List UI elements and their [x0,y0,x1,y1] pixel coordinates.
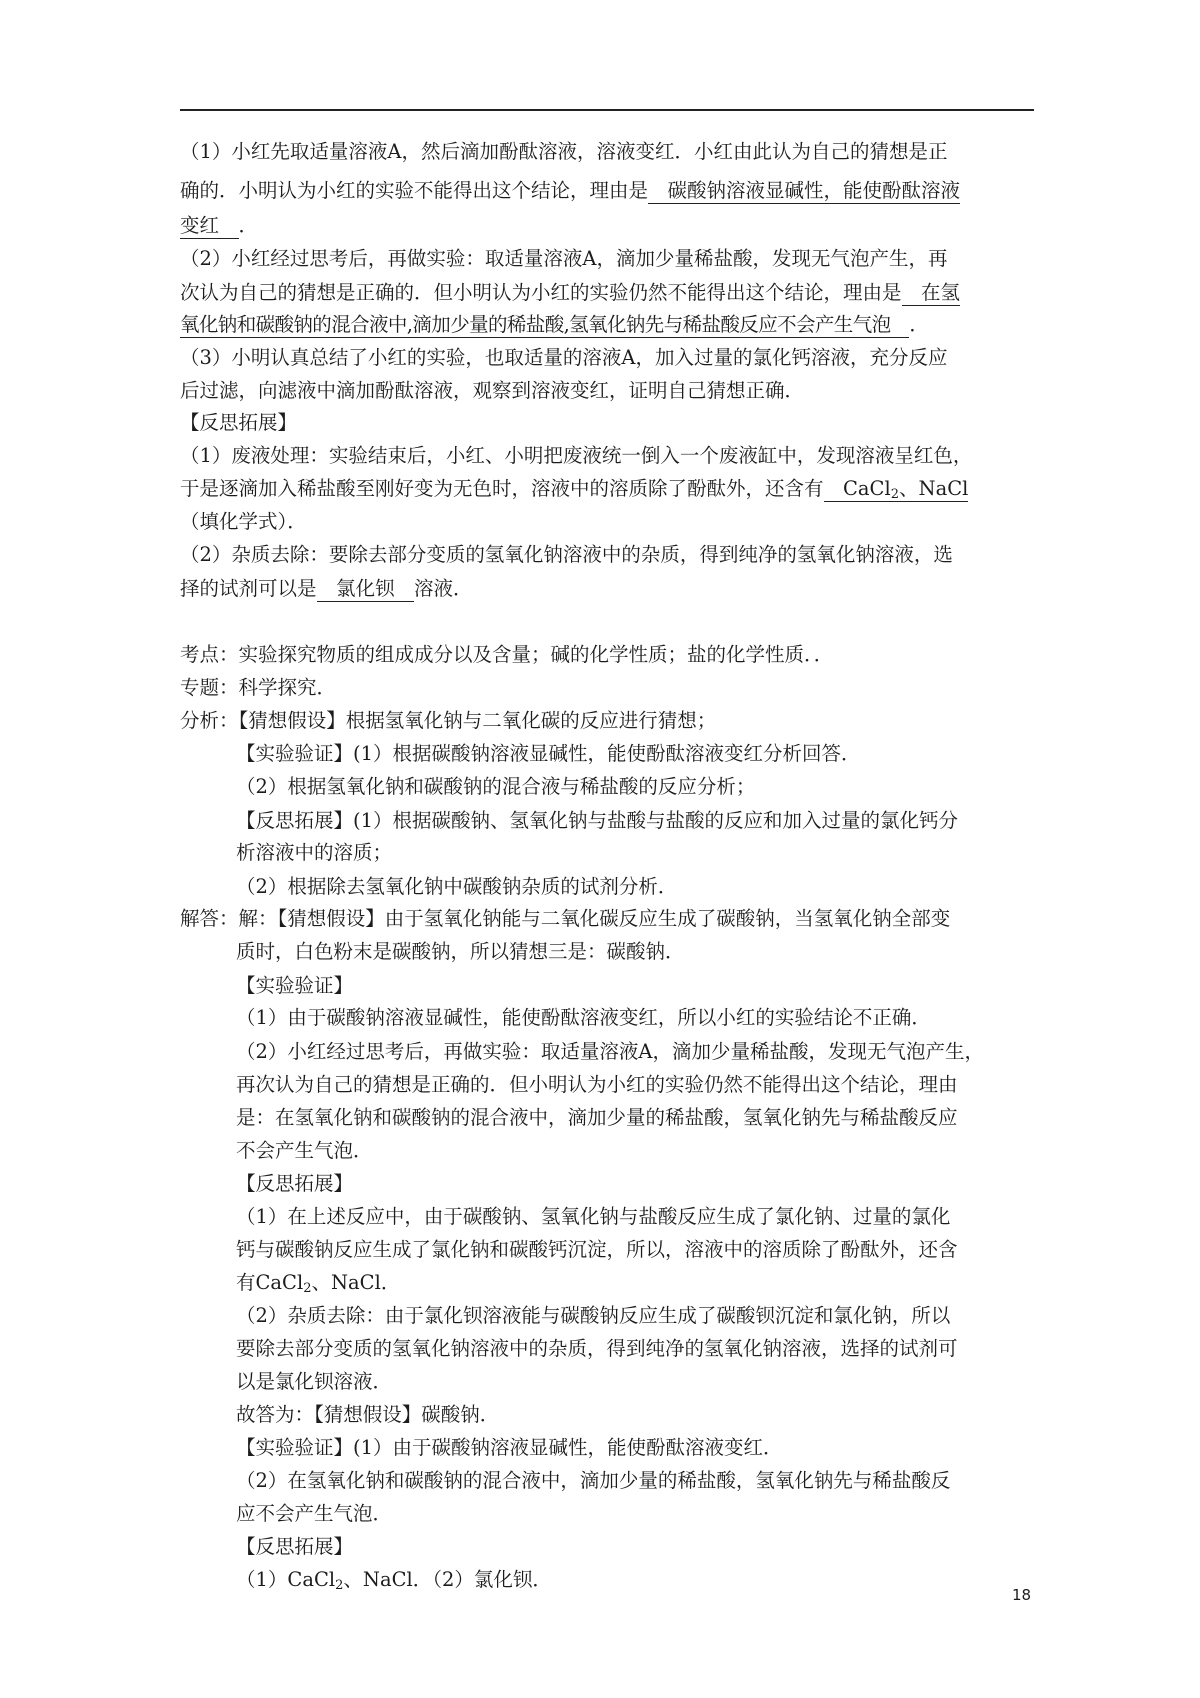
reflect-2-line-1: （2）杂质去除：要除去部分变质的氢氧化钠溶液中的杂质，得到纯净的氢氧化钠溶液，选 [180,543,953,566]
solution-line-17: 【实验验证】(1）由于碳酸钠溶液显碱性，能使酚酞溶液变红． [236,1436,783,1459]
analysis-line-3: （2）根据氢氧化钠和碳酸钠的混合液与稀盐酸的反应分析； [236,775,756,798]
question-1-line-1: （1）小红先取适量溶液A，然后滴加酚酞溶液，溶液变红．小红由此认为自己的猜想是正 [180,140,948,163]
solution-line-1: 解答：解：【猜想假设】由于氢氧化钠能与二氧化碳反应生成了碳酸钠，当氢氧化钠全部变 [180,907,951,930]
page-number: 18 [1012,1586,1032,1604]
section-heading-reflect: 【反思拓展】 [180,411,298,434]
answer-blank-1b: 变红 [180,214,239,237]
analysis-line-1: 分析：【猜想假设】根据氢氧化钠与二氧化碳的反应进行猜想； [180,709,717,732]
question-1-line-2: 确的．小明认为小红的实验不能得出这个结论，理由是 碳酸钠溶液显碱性，能使酚酞溶液 [180,179,961,202]
solution-line-10: （1）在上述反应中，由于碳酸钠、氢氧化钠与盐酸反应生成了氯化钠、过量的氯化 [236,1205,951,1228]
solution-line-16: 故答为：【猜想假设】碳酸钠． [236,1403,500,1426]
answer-blank-2b: 氧化钠和碳酸钠的混合液中,滴加少量的稀盐酸,氢氧化钠先与稀盐酸反应不会产生气泡 [180,313,910,336]
question-2-line-1: （2）小红经过思考后，再做实验：取适量溶液A，滴加少量稀盐酸，发现无气泡产生，再 [180,247,948,270]
solution-line-20: 【反思拓展】 [236,1535,354,1558]
solution-line-8: 不会产生气泡． [236,1139,373,1162]
header-rule [180,109,1034,111]
solution-line-6: 再次认为自己的猜想是正确的．但小明认为小红的实验仍然不能得出这个结论，理由 [236,1073,958,1096]
solution-line-12: 有CaCl$_2$、NaCl． [236,1271,401,1296]
answer-blank-3: CaCl$_2$、NaCl [823,477,969,502]
solution-line-11: 钙与碳酸钠反应生成了氯化钠和碳酸钙沉淀，所以，溶液中的溶质除了酚酞外，还含 [236,1238,958,1261]
solution-line-21: （1）CaCl$_2$、NaCl．（2）氯化钡． [236,1568,552,1593]
solution-line-5: （2）小红经过思考后，再做实验：取适量溶液A，滴加少量稀盐酸，发现无气泡产生， [236,1040,984,1063]
analysis-line-6: （2）根据除去氢氧化钠中碳酸钠杂质的试剂分析． [236,875,678,898]
question-1-line-3: 变红 ． [180,214,259,237]
zhuanti-line: 专题：科学探究． [180,676,337,699]
analysis-line-4: 【反思拓展】(1）根据碳酸钠、氢氧化钠与盐酸与盐酸的反应和加入过量的氯化钙分 [236,809,959,832]
answer-blank-2a: 在氢 [901,281,961,304]
solution-line-2: 质时，白色粉末是碳酸钠，所以猜想三是：碳酸钠． [236,940,685,963]
analysis-line-2: 【实验验证】(1）根据碳酸钠溶液显碱性，能使酚酞溶液变红分析回答． [236,742,861,765]
reflect-2-line-2: 择的试剂可以是 氯化钡 溶液． [180,577,473,600]
kaodian-line: 考点：实验探究物质的组成成分以及含量；碱的化学性质；盐的化学性质．． [180,643,834,666]
question-2-line-3: 氧化钠和碳酸钠的混合液中,滴加少量的稀盐酸,氢氧化钠先与稀盐酸反应不会产生气泡 ． [180,313,929,336]
solution-line-13: （2）杂质去除：由于氯化钡溶液能与碳酸钠反应生成了碳酸钡沉淀和氯化钠，所以 [236,1304,951,1327]
answer-blank-1a: 碳酸钠溶液显碱性，能使酚酞溶液 [648,179,961,202]
analysis-line-5: 析溶液中的溶质； [236,841,393,864]
answer-blank-4: 氯化钡 [316,577,415,600]
question-3-line-2: 后过滤，向滤液中滴加酚酞溶液，观察到溶液变红，证明自己猜想正确． [180,379,805,402]
solution-line-9: 【反思拓展】 [236,1172,354,1195]
solution-line-14: 要除去部分变质的氢氧化钠溶液中的杂质，得到纯净的氢氧化钠溶液，选择的试剂可 [236,1337,958,1360]
reflect-1-line-3: （填化学式）． [180,510,307,533]
solution-line-3: 【实验验证】 [236,974,354,997]
reflect-1-line-1: （1）废液处理：实验结束后，小红、小明把废液统一倒入一个废液缸中，发现溶液呈红色， [180,444,973,467]
solution-line-19: 应不会产生气泡． [236,1502,393,1525]
question-2-line-2: 次认为自己的猜想是正确的．但小明认为小红的实验仍然不能得出这个结论，理由是 在氢 [180,281,961,304]
reflect-1-line-2: 于是逐滴加入稀盐酸至刚好变为无色时，溶液中的溶质除了酚酞外，还含有 CaCl$_2$、NaCl [180,477,969,502]
solution-line-15: 以是氯化钡溶液． [236,1370,393,1393]
solution-line-7: 是：在氢氧化钠和碳酸钠的混合液中，滴加少量的稀盐酸，氢氧化钠先与稀盐酸反应 [236,1106,958,1129]
question-3-line-1: （3）小明认真总结了小红的实验，也取适量的溶液A，加入过量的氯化钙溶液，充分反应 [180,346,948,369]
solution-line-4: （1）由于碳酸钠溶液显碱性，能使酚酞溶液变红，所以小红的实验结论不正确． [236,1006,931,1029]
solution-line-18: （2）在氢氧化钠和碳酸钠的混合液中，滴加少量的稀盐酸，氢氧化钠先与稀盐酸反 [236,1469,951,1492]
